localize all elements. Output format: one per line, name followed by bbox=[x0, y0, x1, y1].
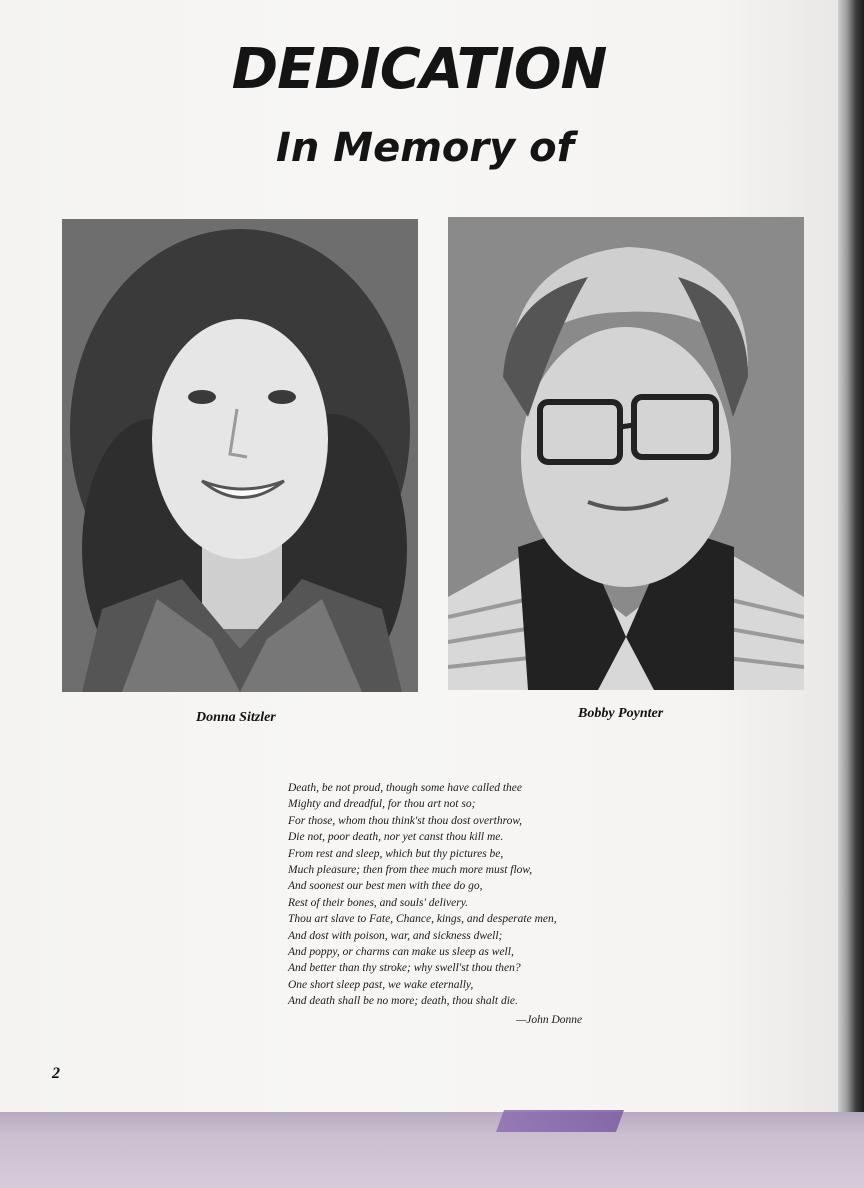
page-title: DEDICATION bbox=[231, 37, 607, 102]
bottom-cover-strip bbox=[0, 1112, 864, 1188]
book-binding-edge bbox=[838, 0, 864, 1112]
portrait-photo-bobby bbox=[448, 217, 804, 690]
poem-line: Death, be not proud, though some have called thee bbox=[288, 782, 522, 794]
poem-line: And poppy, or charms can make us sleep as well, bbox=[288, 946, 514, 959]
bottom-accent-stripe bbox=[496, 1110, 624, 1132]
poem-line: And death shall be no more; death, thou shalt die. bbox=[288, 995, 518, 1008]
poem-line: Rest of their bones, and souls' delivery. bbox=[288, 896, 469, 909]
poem-attribution: —John Donne bbox=[516, 1014, 583, 1026]
poem-line: And better than thy stroke; why swell'st thou then? bbox=[288, 962, 521, 975]
portrait-image-boy bbox=[448, 217, 804, 690]
portrait-image-girl bbox=[62, 219, 418, 692]
poem-line: One short sleep past, we wake eternally, bbox=[288, 978, 474, 991]
poem-line: Die not, poor death, nor yet canst thou kill me. bbox=[288, 831, 504, 844]
poem-line: For those, whom thou think'st thou dost overthrow, bbox=[288, 814, 523, 827]
poem-line: Much pleasure; then from thee much more must flow, bbox=[288, 864, 533, 877]
poem-line: Thou art slave to Fate, Chance, kings, and desperate men, bbox=[288, 913, 557, 926]
page-subtitle: In Memory of bbox=[276, 125, 574, 171]
caption-donna: Donna Sitzler bbox=[196, 710, 276, 725]
poem-line: And dost with poison, war, and sickness dwell; bbox=[288, 929, 503, 942]
poem-line: Mighty and dreadful, for thou art not so; bbox=[288, 798, 476, 811]
caption-bobby: Bobby Poynter bbox=[578, 706, 664, 721]
poem-line: And soonest our best men with thee do go, bbox=[288, 880, 483, 893]
poem-line: From rest and sleep, which but thy pictures be, bbox=[288, 847, 504, 860]
page-number: 2 bbox=[52, 1065, 60, 1082]
portrait-photo-donna bbox=[62, 219, 418, 692]
poem bbox=[288, 780, 668, 1010]
